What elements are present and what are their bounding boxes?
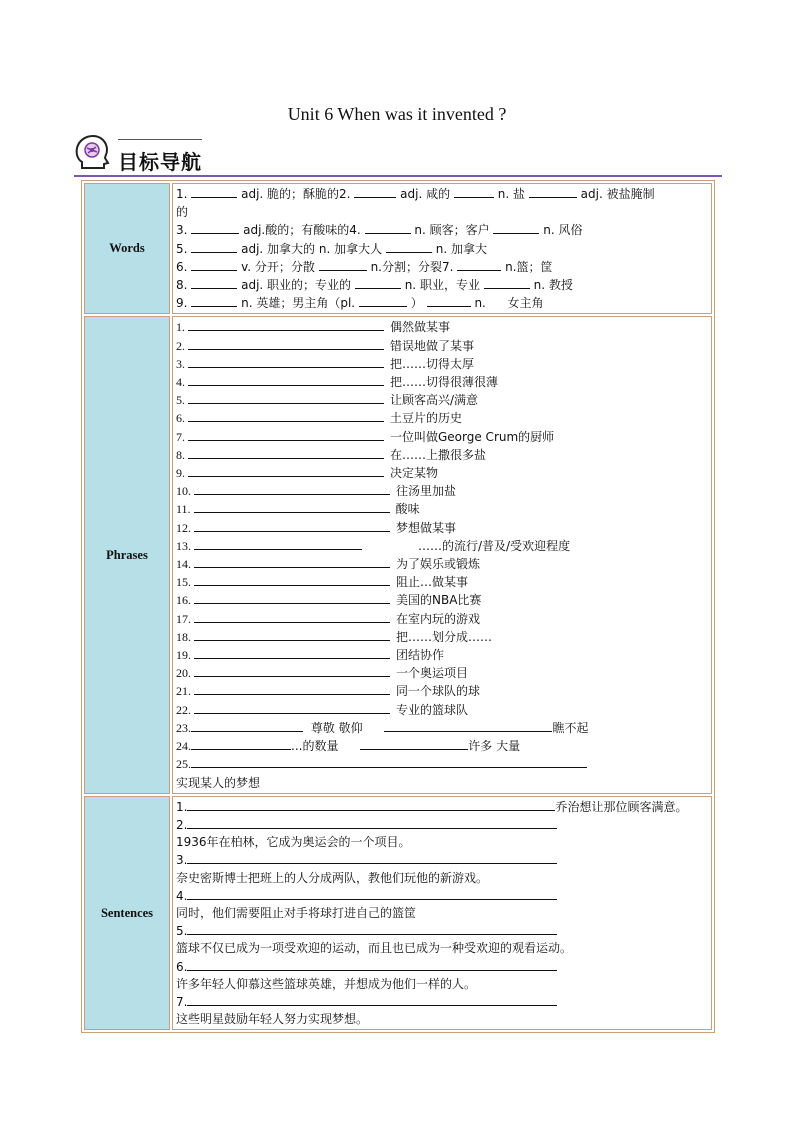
sentence-answer-line [176,958,708,976]
phrase-number: 15. [176,575,194,590]
answer-blank[interactable] [355,276,401,289]
words-line-5: 5. adj. 加拿大的 n. 加拿大人 n. 加拿大 [176,241,487,256]
answer-blank[interactable] [484,276,530,289]
phrase-item-25: 25. [176,755,708,773]
phrase-number: 18. [176,629,194,644]
sentence-number: 3. [176,853,188,868]
words-line-8: 8. adj. 职业的；专业的 n. 职业，专业 n. 教授 [176,278,573,293]
answer-blank[interactable] [191,294,237,307]
phrase-meaning: 专业的篮球队 [396,702,469,717]
sentence-list [176,798,708,1029]
phrase-meaning: ……的流行/普及/受欢迎程度 [418,538,571,553]
study-table [81,180,715,1033]
phrase-item [176,646,708,664]
answer-blank[interactable] [384,719,552,732]
answer-blank[interactable] [194,591,390,604]
answer-blank[interactable] [187,851,557,864]
sentence-number: 6. [176,959,188,974]
answer-blank[interactable] [188,446,384,459]
answer-blank[interactable] [187,887,557,900]
phrase-item [176,573,708,591]
words-line-1: 1. adj. 脆的；酥脆的2. adj. 咸的 n. 盐 adj. 被盐腌制 [176,187,655,201]
phrases-category: Phrases [84,316,170,793]
answer-blank[interactable] [187,798,555,811]
head-brain-icon [74,134,110,172]
phrase-number: 8. [176,447,188,462]
answer-blank[interactable] [493,221,539,234]
phrase-meaning: 在室内玩的游戏 [396,611,481,626]
phrase-item [176,373,708,391]
answer-blank[interactable] [360,737,468,750]
sentence-meaning: 许多年轻人仰慕这些篮球英雄，并想成为他们一样的人。 [176,976,477,991]
sentence-answer-line [176,816,708,834]
phrase-item [176,701,708,719]
answer-blank[interactable] [191,755,587,768]
phrase-meaning: 酸味 [395,502,420,517]
answer-blank[interactable] [191,221,239,234]
phrase-meaning: 同一个球队的球 [396,684,481,699]
answer-blank[interactable] [188,355,384,368]
phrase-meaning: 把……划分成…… [396,629,493,644]
phrase-meaning: 为了娱乐或锻炼 [396,557,481,572]
words-line-9: 9. n. 英雄；男主角（pl. ） n. 女主角 [176,296,544,311]
phrase-meaning: 一位叫做George Crum的厨师 [390,429,555,444]
phrase-meaning: 团结协作 [396,648,445,663]
phrase-item [176,428,708,446]
phrases-row [84,316,712,793]
answer-blank[interactable] [188,428,384,441]
answer-blank[interactable] [188,337,384,350]
phrase-item [176,355,708,373]
sentence-number: 7. [176,994,188,1009]
sentence-answer-line [176,993,708,1011]
phrase-item [176,337,708,355]
phrase-item [176,610,708,628]
answer-blank[interactable] [188,409,384,422]
phrase-meaning: 把……切得很薄很薄 [390,375,499,390]
phrase-number: 19. [176,648,194,663]
phrase-number: 9. [176,466,188,481]
phrase-number: 4. [176,375,188,390]
phrase-meaning: 土豆片的历史 [390,411,463,426]
sentence-meaning: 奈史密斯博士把班上的人分成两队，教他们玩他的新游戏。 [176,870,489,885]
phrase-number: 6. [176,411,188,426]
phrase-number: 16. [176,593,194,608]
answer-blank[interactable] [188,464,384,477]
answer-blank[interactable] [454,185,494,198]
answer-blank[interactable] [187,993,557,1006]
answer-blank[interactable] [188,373,384,386]
answer-blank[interactable] [194,664,390,677]
phrase-meaning: 往汤里加盐 [396,484,457,499]
sentences-row [84,796,712,1031]
phrase-number: 13. [176,538,194,553]
phrase-item [176,591,708,609]
sentence-meaning: 这些明星鼓励年轻人努力实现梦想。 [176,1012,369,1027]
sentence-number: 4. [176,888,188,903]
phrase-item [176,464,708,482]
words-content [172,183,712,314]
phrase-number: 14. [176,557,194,572]
answer-blank[interactable] [194,682,390,695]
answer-blank[interactable] [191,258,237,271]
words-line-3: 3. adj.酸的；有酸味的4. n. 顾客；客户 n. 风俗 [176,223,583,238]
phrase-meaning: 决定某物 [390,466,439,481]
answer-blank[interactable] [194,573,390,586]
answer-blank[interactable] [194,500,390,513]
page-title: Unit 6 When was it invented ? [287,104,507,124]
phrase-meaning: 阻止…做某事 [396,575,469,590]
phrase-meaning: 梦想做某事 [396,520,457,535]
answer-blank[interactable] [188,318,384,331]
answer-blank[interactable] [365,221,411,234]
phrase-number: 3. [176,356,188,371]
phrase-item [176,318,708,336]
answer-blank[interactable] [354,185,396,198]
answer-blank[interactable] [427,294,471,307]
phrase-item [176,519,708,537]
phrase-number: 21. [176,684,194,699]
answer-blank[interactable] [194,555,390,568]
sentence-answer-line [176,887,708,905]
phrase-item [176,555,708,573]
phrase-number: 1. [176,320,188,335]
words-row [84,183,712,314]
answer-blank[interactable] [529,185,577,198]
phrase-meaning: 一个奥运项目 [396,666,469,681]
phrase-number: 11. [176,502,194,517]
sentence-meaning: 篮球不仅已成为一项受欢迎的运动，而且也已成为一种受欢迎的观看运动。 [176,941,573,956]
sentence-answer-line [176,922,708,940]
answer-blank[interactable] [191,185,237,198]
phrase-number: 22. [176,702,194,717]
phrase-item [176,391,708,409]
sentence-answer-line [176,851,708,869]
sentence-meaning: 1936年在柏林，它成为奥运会的一个项目。 [176,835,411,850]
phrase-item [176,409,708,427]
phrase-item [176,446,708,464]
answer-blank[interactable] [194,628,390,641]
answer-blank[interactable] [191,737,291,750]
title-overline [118,139,202,140]
phrase-meaning: 美国的NBA比赛 [396,593,482,608]
answer-blank[interactable] [191,276,237,289]
answer-blank[interactable] [194,519,390,532]
words-line-1b: 的 [176,205,189,220]
phrase-number: 7. [176,429,188,444]
phrase-number: 17. [176,611,194,626]
words-line-6: 6. v. 分开；分散 n.分割；分裂7. n.篮；筐 [176,259,553,274]
answer-blank[interactable] [187,922,557,935]
sentence-number: 5. [176,924,188,939]
answer-blank[interactable] [457,258,501,271]
phrase-meaning: 偶然做某事 [390,320,451,335]
sentence-answer-line [176,798,708,816]
phrase-list [176,318,708,718]
sentences-content [172,796,712,1031]
sentence-meaning: 乔治想让那位顾客满意。 [555,799,688,814]
sentence-meaning: 同时，他们需要阻止对手将球打进自己的篮筐 [176,905,417,920]
phrase-item [176,500,708,518]
answer-blank[interactable] [187,958,557,971]
phrase-item [176,537,708,555]
section-title: 目标导航 [118,150,202,174]
phrase-number: 5. [176,393,188,408]
phrase-item-25-cn: 实现某人的梦想 [176,775,261,790]
phrase-item-23: 23. 尊敬 敬仰 瞧不起 [176,720,589,735]
answer-blank[interactable] [194,610,390,623]
phrase-item [176,682,708,700]
phrase-item [176,482,708,500]
answer-blank[interactable] [194,701,390,714]
phrase-number: 2. [176,338,188,353]
answer-blank[interactable] [187,816,557,829]
answer-blank[interactable] [194,646,390,659]
phrase-item [176,628,708,646]
phrases-content [172,316,712,793]
answer-blank[interactable] [191,240,237,253]
answer-blank[interactable] [359,294,407,307]
phrase-meaning: 在……上撒很多盐 [390,447,487,462]
answer-blank[interactable] [194,537,362,550]
phrase-number: 20. [176,666,194,681]
answer-blank[interactable] [319,258,367,271]
answer-blank[interactable] [386,240,432,253]
phrase-item-24: 24. ...的数量 许多 大量 [176,739,521,754]
section-header [74,134,722,176]
sentence-number: 2. [176,817,188,832]
phrase-item [176,664,708,682]
answer-blank[interactable] [191,719,303,732]
phrase-number: 12. [176,520,194,535]
sentences-category: Sentences [84,796,170,1031]
words-category: Words [84,183,170,314]
section-divider [74,175,722,177]
answer-blank[interactable] [194,482,390,495]
sentence-number: 1. [176,799,188,814]
phrase-meaning: 把……切得太厚 [390,356,475,371]
phrase-meaning: 让顾客高兴/满意 [390,393,479,408]
phrase-number: 10. [176,484,194,499]
phrase-meaning: 错误地做了某事 [390,338,475,353]
answer-blank[interactable] [188,391,384,404]
